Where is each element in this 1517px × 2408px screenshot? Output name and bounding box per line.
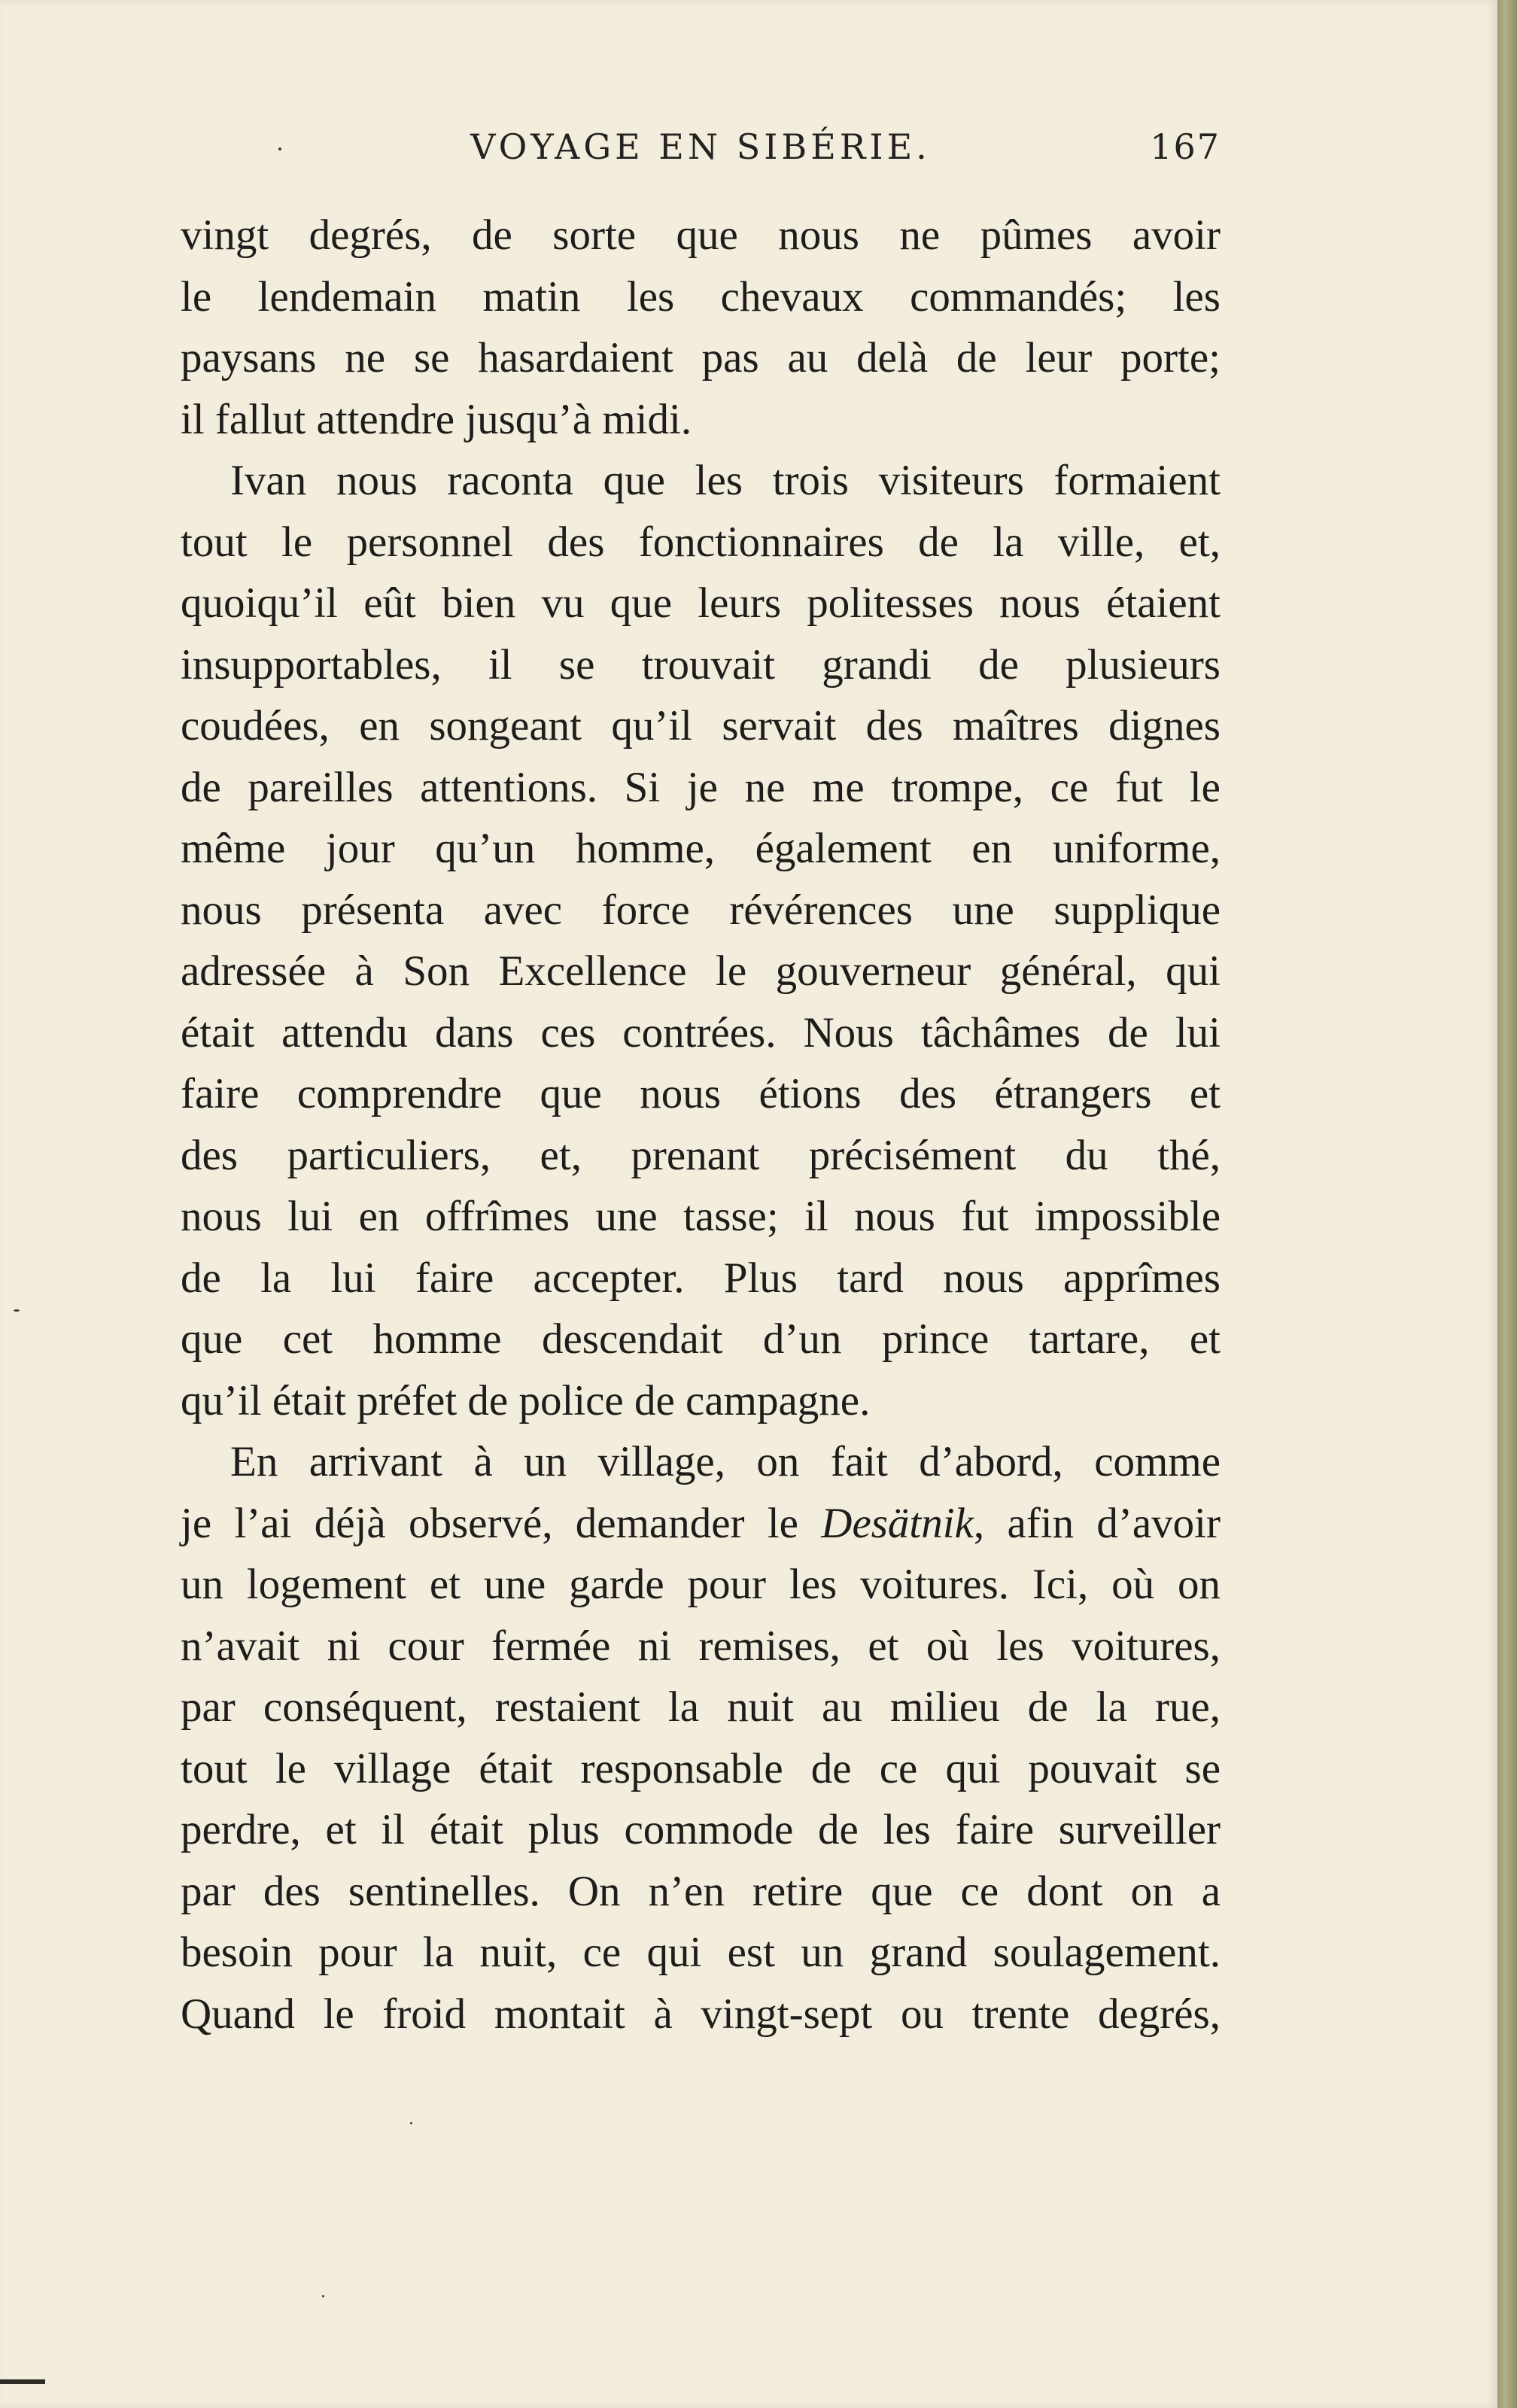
running-title: VOYAGE EN SIBÉRIE. [470,126,931,167]
text-line: tout le personnel des fonctionnaires de la ville, et, [181,518,1221,566]
text-line-with-italic [181,1493,1221,1555]
text-line: il fallut attendre jusqu’à midi. [181,395,692,443]
page-number: 167 [1150,126,1221,167]
text-line: adressée à Son Excellence le gouverneur général, qui [181,947,1221,995]
text-line: des particuliers, et, prenant précisément du thé, [181,1131,1221,1179]
paper-speck [322,2295,324,2297]
text-line: vingt degrés, de sorte que nous ne pûmes avoir [181,211,1221,259]
text-line: nous présenta avec force révérences une supplique [181,886,1221,934]
italic-term: Desätnik [821,1499,974,1547]
text-line: qu’il était préfet de police de campagne. [181,1376,871,1424]
text-line: n’avait ni cour fermée ni remises, et où les voitures, [181,1622,1221,1670]
text-line: même jour qu’un homme, également en uniforme, [181,825,1221,872]
body-text [181,205,1221,2045]
page-corner-mark [0,2379,45,2384]
paper-speck [410,2122,412,2124]
text-line: tout le village était responsable de ce qui pouvait se [181,1744,1221,1792]
text-line: était attendu dans ces contrées. Nous tâchâmes de lui [181,1008,1221,1057]
text-line: par conséquent, restaient la nuit au milieu de la rue, [181,1683,1221,1731]
line-text-before: je l’ai déjà observé, demander le [181,1499,822,1547]
paper-speck [14,1309,20,1312]
text-line: nous lui en offrîmes une tasse; il nous fut impossible [181,1193,1221,1240]
text-line: de la lui faire accepter. Plus tard nous apprîmes [181,1254,1221,1302]
text-line: le lendemain matin les chevaux commandés; les [181,272,1221,321]
text-line: coudées, en songeant qu’il servait des maîtres dignes [181,702,1221,749]
paper-speck [278,147,281,150]
paragraph-start-line: Ivan nous raconta que les trois visiteurs formaient [230,457,1221,504]
text-line: quoiqu’il eût bien vu que leurs politesses nous étaient [181,579,1221,627]
line-text-after: , afin d’avoir [973,1499,1221,1547]
text-line: que cet homme descendait d’un prince tartare, et [181,1315,1221,1363]
text-line: perdre, et il était plus commode de les faire surveiller [181,1806,1221,1853]
text-line: faire comprendre que nous étions des étrangers et [181,1070,1221,1117]
text-line: insupportables, il se trouvait grandi de plusieurs [181,640,1221,689]
paragraph-start-line: En arrivant à un village, on fait d’abord, comme [230,1438,1221,1485]
text-line: paysans ne se hasardaient pas au delà de leur porte; [181,334,1221,382]
text-line: un logement et une garde pour les voitures. Ici, où on [181,1561,1221,1608]
text-line: besoin pour la nuit, ce qui est un grand soulagement. [181,1929,1221,1976]
text-line: par des sentinelles. On n’en retire que ce dont on a [181,1867,1221,1915]
page-header [181,126,1221,187]
text-line: de pareilles attentions. Si je ne me trompe, ce fut le [181,763,1221,811]
text-line: Quand le froid montait à vingt-sept ou trente degrés, [181,1990,1221,2038]
page-edge [1497,0,1517,2408]
